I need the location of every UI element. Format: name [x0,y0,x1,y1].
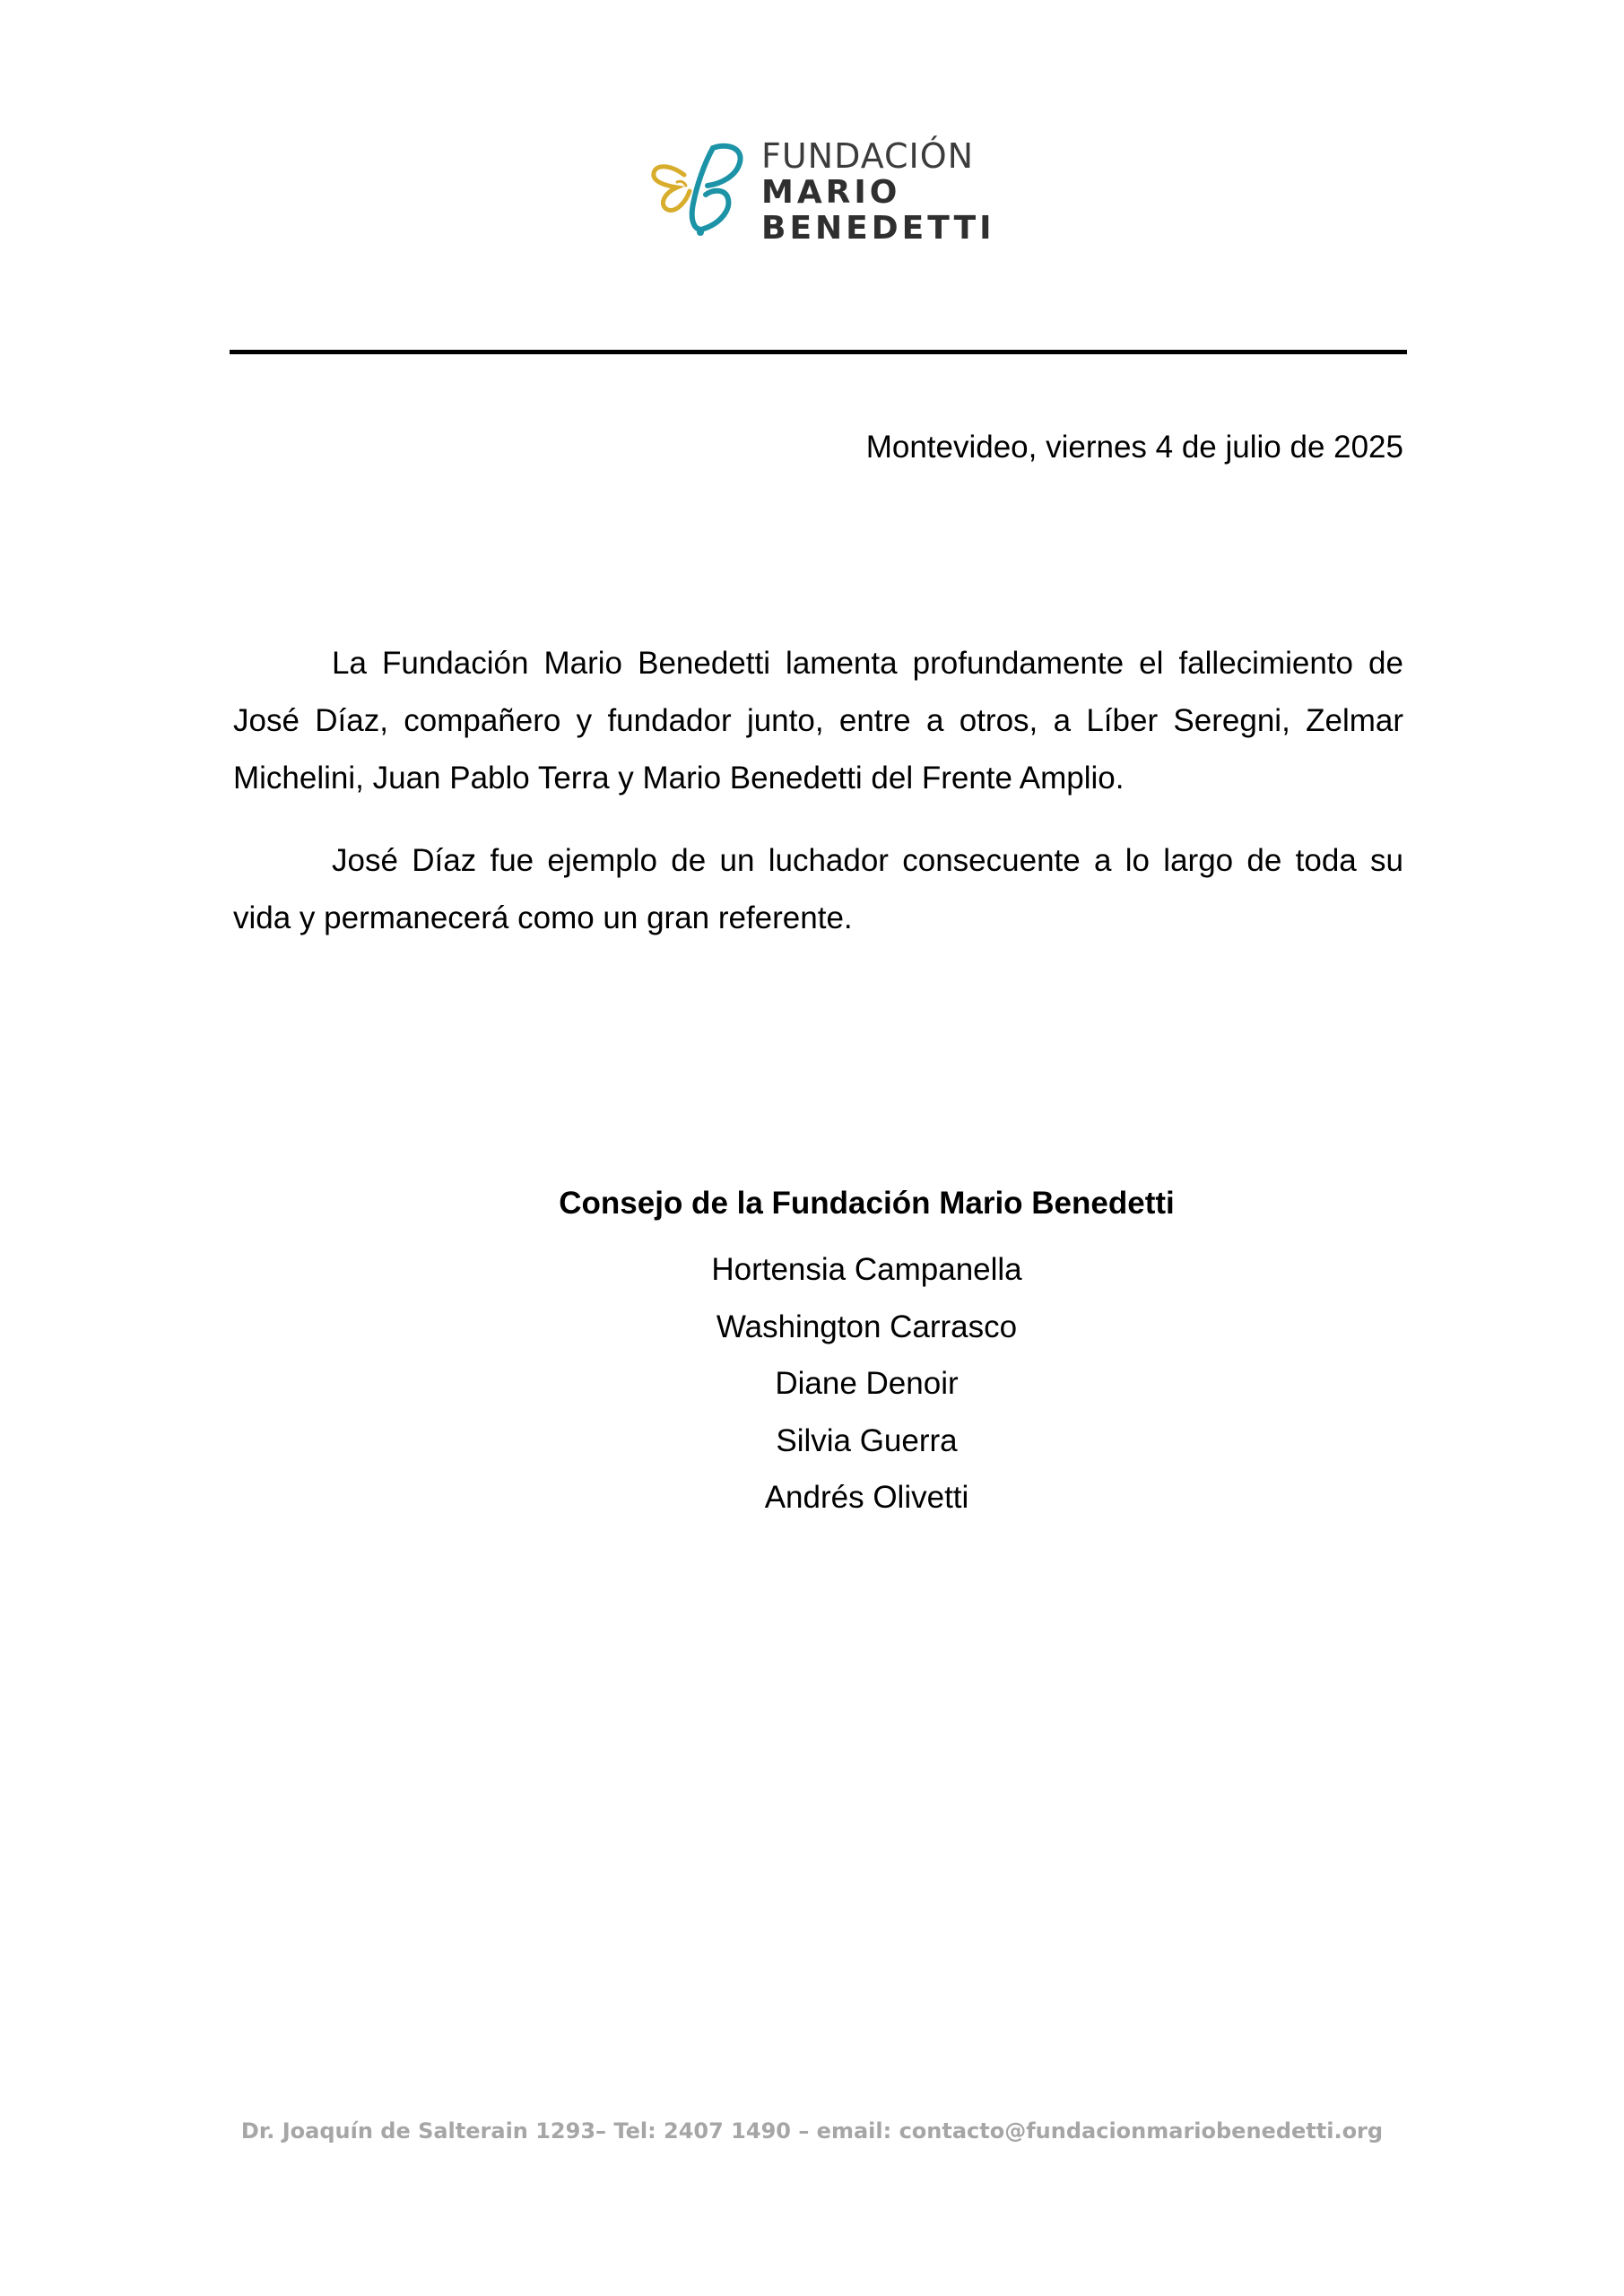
foundation-logo [650,130,995,247]
letter-body [233,635,1403,972]
paragraph-condolence: La Fundación Mario Benedetti lamenta profundamente el fallecimiento de José Díaz, compañero y fundador junto, entre a otros, a Líber Seregni, Zelmar Michelini, Juan Pablo Terra y Mario Benedetti del Frente Amplio. [233,646,1403,796]
council-title: Consejo de la Fundación Mario Benedetti [559,1186,1175,1221]
header-divider [230,350,1407,354]
council-member: Diane Denoir [775,1366,959,1401]
council-member: Hortensia Campanella [711,1252,1022,1287]
logo-line-mario: MARIO [761,174,901,211]
butterfly-logo-icon [650,139,762,239]
letter-date: Montevideo, viernes 4 de julio de 2025 [865,430,1403,465]
council-member: Washington Carrasco [716,1309,1018,1344]
logo-line-fundacion: FUNDACIÓN [761,136,975,176]
signature-block [413,1184,1321,1526]
logo-wordmark [761,136,995,248]
footer-contact: Dr. Joaquín de Salterain 1293– Tel: 2407 1490 – email: contacto@fundacionmariobenedetti.org [240,2118,1384,2144]
council-member: Silvia Guerra [776,1422,958,1458]
logo-line-benedetti: BENEDETTI [761,210,995,247]
council-member: Andrés Olivetti [764,1480,969,1515]
paragraph-tribute: José Díaz fue ejemplo de un luchador consecuente a lo largo de toda su vida y permanecerá como un gran referente. [233,843,1403,935]
